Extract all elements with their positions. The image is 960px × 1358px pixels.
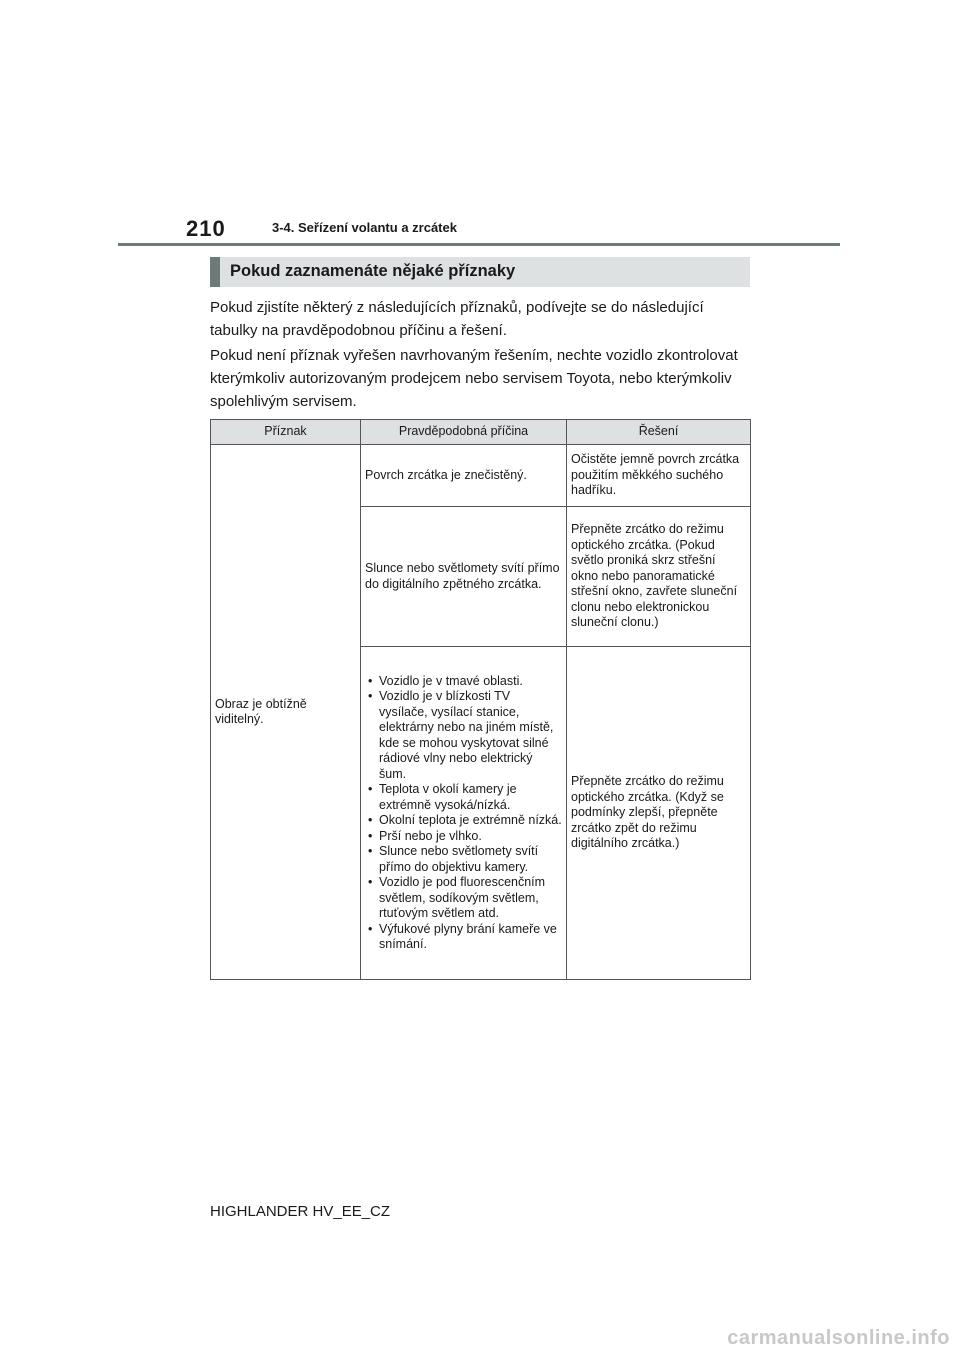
solution-cell: Přepněte zrcátko do režimu optického zrcátka. (Když se podmínky zlepší, přepněte zrcátko zpět do režimu digitálního zrcátka.) (567, 647, 751, 980)
list-item: • Výfukové plyny brání kameře ve snímání. (365, 922, 562, 953)
table-row (211, 445, 751, 507)
header-rule (118, 243, 840, 246)
cause-cell: Povrch zrcátka je znečistěný. (361, 445, 567, 507)
cause-cell: Slunce nebo světlomety svítí přímo do digitálního zpětného zrcátka. (361, 507, 567, 647)
header-solution: Řešení (567, 420, 751, 445)
section-title: 3-4. Seřízení volantu a zrcátek (272, 220, 457, 235)
solution-cell: Přepněte zrcátko do režimu optického zrcátka. (Pokud světlo proniká skrz střešní okno nebo panoramatické střešní okno, zavřete sluneční clonu nebo elektronickou sluneční clonu.) (567, 507, 751, 647)
cause-list (365, 674, 562, 953)
footer-model-code: HIGHLANDER HV_EE_CZ (210, 1203, 391, 1220)
list-item: • Vozidlo je v blízkosti TV vysílače, vysílací stanice, elektrárny nebo na jiném místě, kde se mohou vyskytovat silné rádiové vlny nebo elektrický šum. (365, 689, 562, 782)
list-item: • Vozidlo je v tmavé oblasti. (365, 674, 562, 690)
solution-cell: Očistěte jemně povrch zrcátka použitím měkkého suchého hadříku. (567, 445, 751, 507)
intro-paragraph: Pokud zjistíte některý z následujících příznaků, podívejte se do následující tabulky na pravděpodobnou příčinu a řešení. (210, 299, 704, 339)
symptom-table (210, 419, 751, 980)
header-cause: Pravděpodobná příčina (361, 420, 567, 445)
table-header-row (211, 420, 751, 445)
list-item: • Slunce nebo světlomety svítí přímo do objektivu kamery. (365, 844, 562, 875)
list-item: • Teplota v okolí kamery je extrémně vysoká/nízká. (365, 782, 562, 813)
symptom-cell: Obraz je obtížně viditelný. (211, 445, 361, 980)
list-item: • Prší nebo je vlhko. (365, 829, 562, 845)
list-item: • Vozidlo je pod fluorescenčním světlem, sodíkovým světlem, rtuťovým světlem atd. (365, 875, 562, 922)
heading-text: Pokud zaznamenáte nějaké příznaky (230, 262, 516, 280)
header-symptom: Příznak (211, 420, 361, 445)
list-item: • Okolní teplota je extrémně nízká. (365, 813, 562, 829)
heading-box (210, 257, 750, 287)
cause-cell (361, 647, 567, 980)
watermark[interactable]: carmanualsonline.info (727, 1327, 950, 1349)
service-paragraph: Pokud není příznak vyřešen navrhovaným řešením, nechte vozidlo zkontrolovat kterýmkoliv autorizovaným prodejcem nebo servisem Toyota, nebo kterýmkoliv spolehlivým servisem. (210, 347, 738, 410)
page-number: 210 (186, 216, 226, 241)
